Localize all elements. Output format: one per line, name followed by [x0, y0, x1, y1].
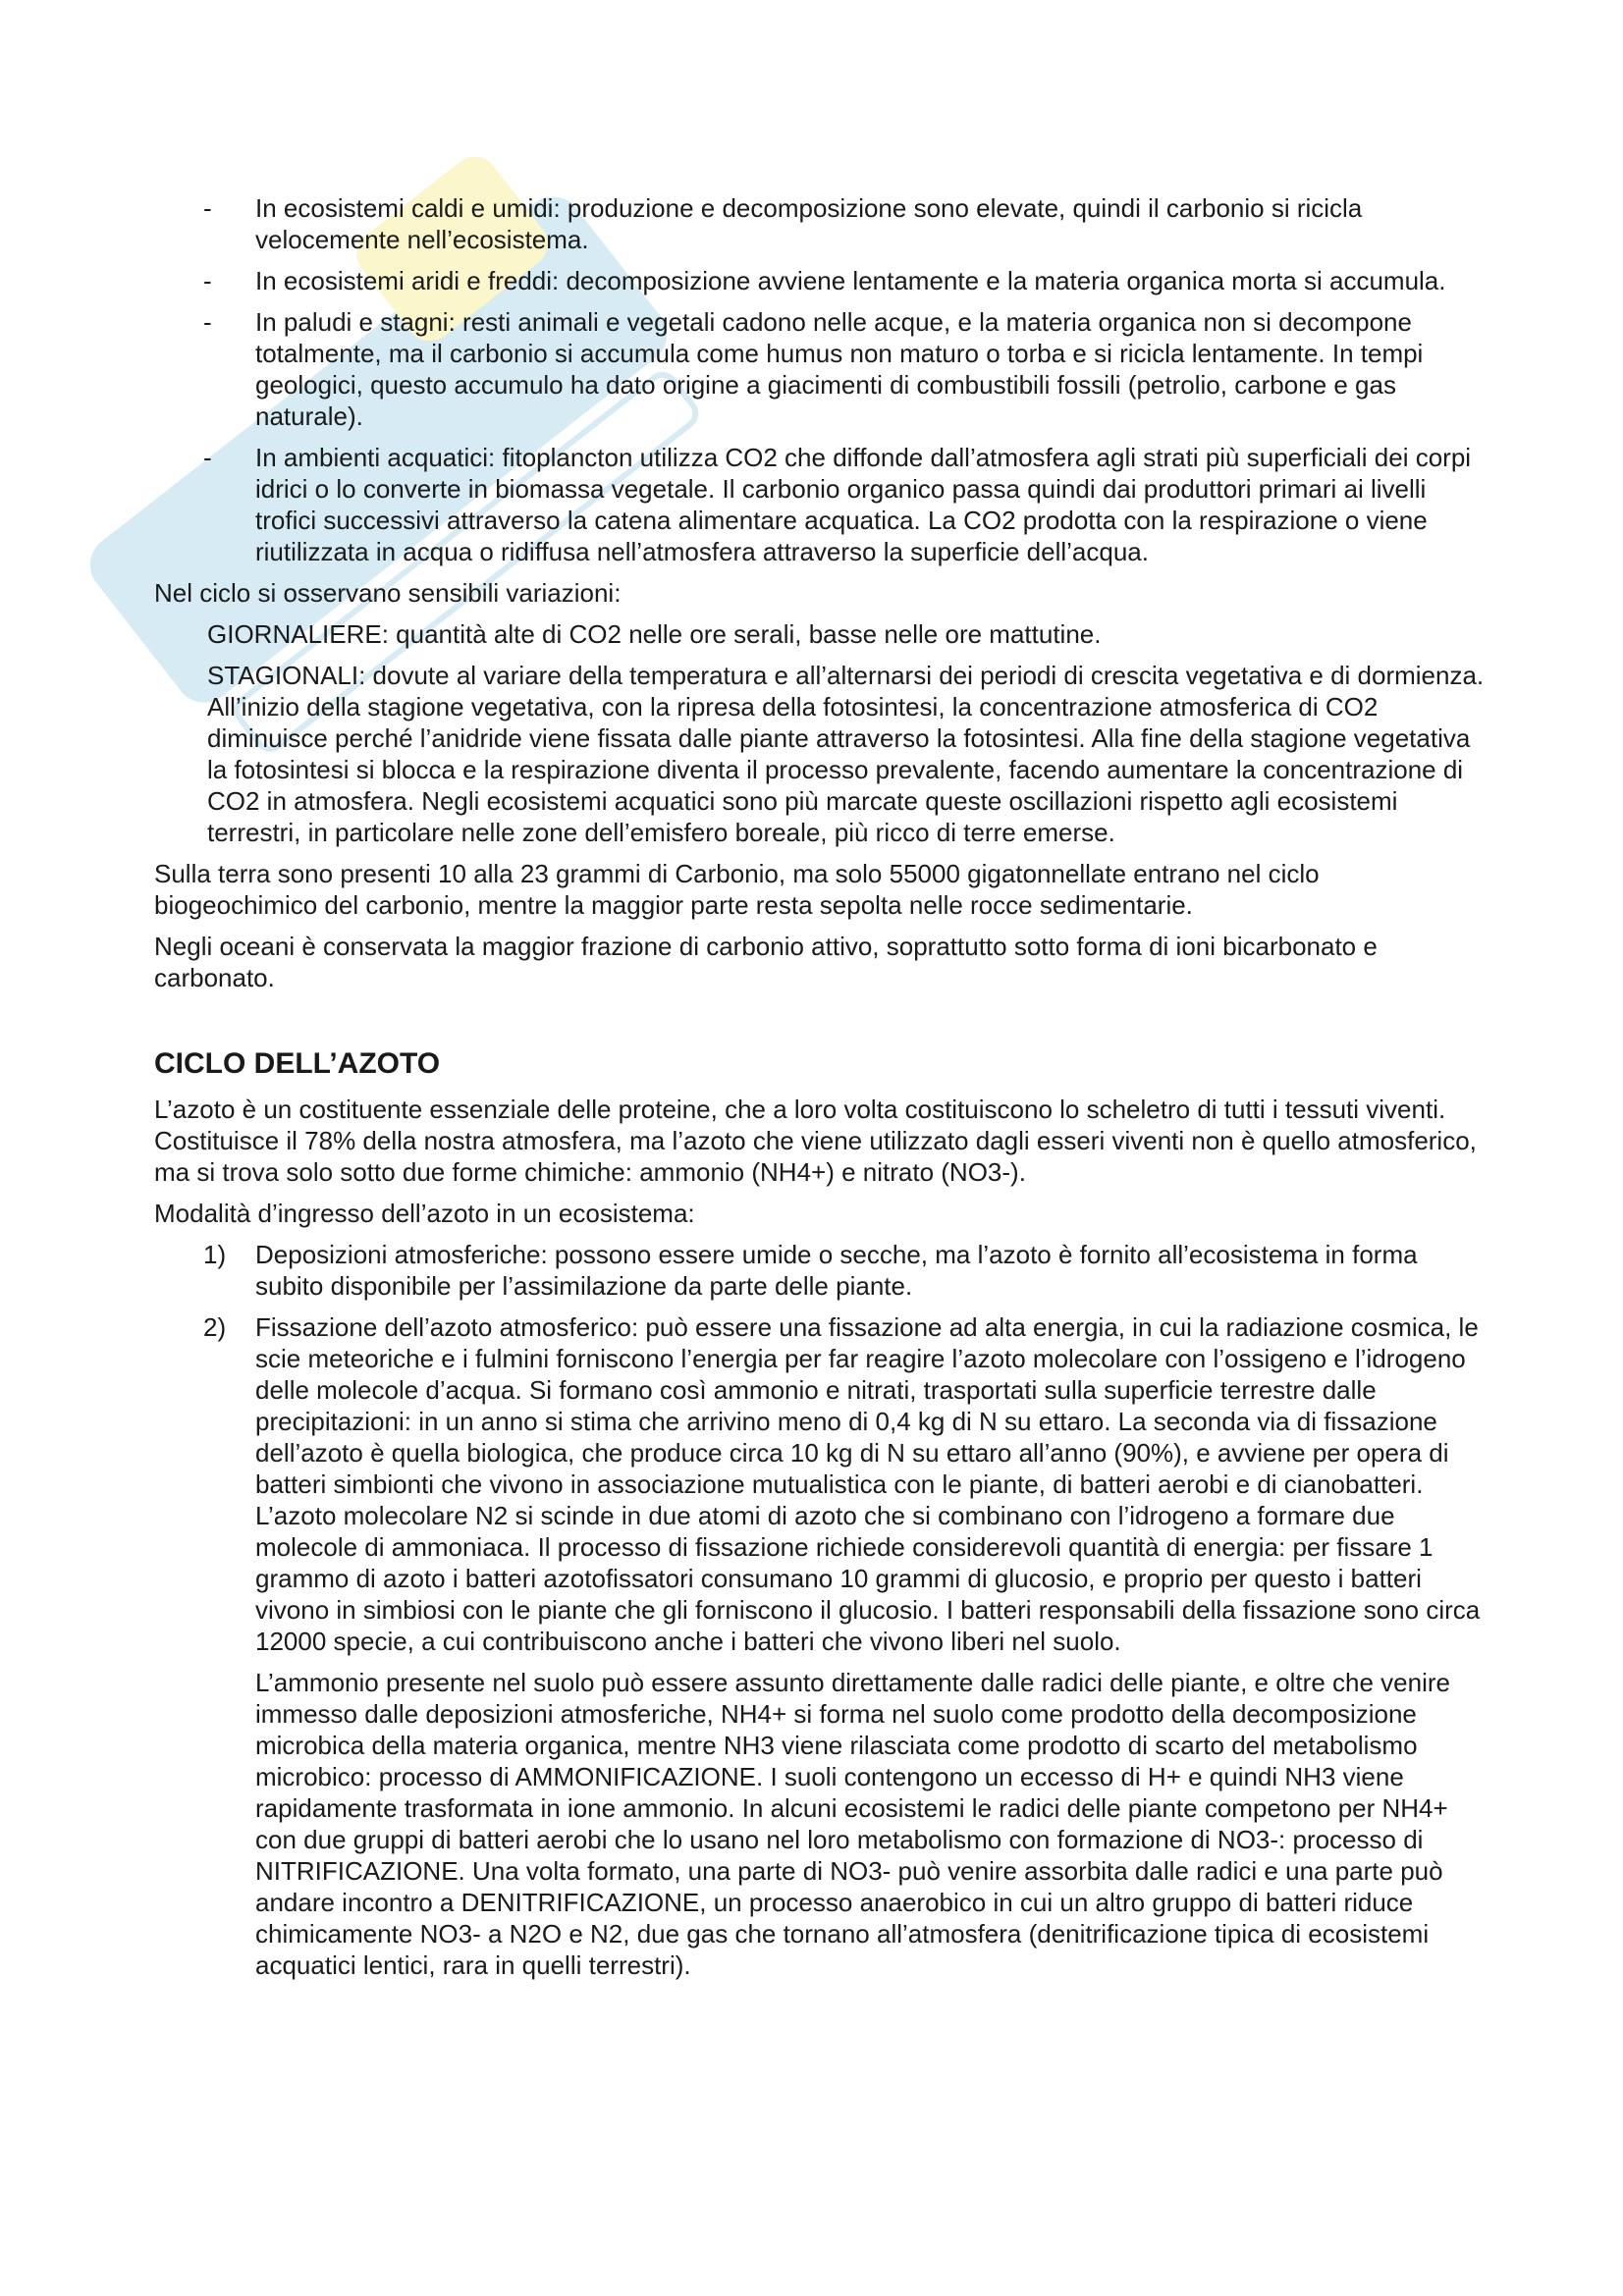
ammonium-paragraph: L’ammonio presente nel suolo può essere assunto direttamente dalle radici delle piante, e oltre che venire immesso dalle deposizioni atmosferiche, NH4+ si forma nel suolo come prodotto della decomposizione microbica della materia organica, mentre NH3 viene rilasciata come prodotto di scarto del metabolismo microbico: processo di AMMONIFICAZIONE. I suoli contengono un eccesso di H+ e quindi NH3 viene rapidamente trasformata in ione ammonio. In alcuni ecosistemi le radici delle piante competono per NH4+ con due gruppi di batteri aerobi che lo usano nel loro metabolismo con formazione di NO3-: processo di NITRIFICAZIONE. Una volta formato, una parte di NO3- può venire assorbita dalle radici e una parte può andare incontro a DENITRIFICAZIONE, un processo anaerobico in cui un altro gruppo di batteri riduce chimicamente NO3- a N2O e N2, due gas che tornano all’atmosfera (denitrificazione tipica di ecosistemi acquatici lentici, rara in quelli terrestri). [255, 1668, 1450, 1980]
nitrogen-intro-paragraph: L’azoto è un costituente essenziale delle proteine, che a loro volta costituiscono lo scheletro di tutti i tessuti viventi. Costituisce il 78% della nostra atmosfera, ma l’azoto che viene utilizzato dagli esseri viventi non è quello atmosferico, ma si trova solo sotto due forme chimiche: ammonio (NH4+) e nitrato (NO3-). [154, 1095, 1477, 1187]
nitrogen-cycle-heading: CICLO DELL’AZOTO [154, 1047, 441, 1080]
list-item: 2) Fissazione dell’azoto atmosferico: può essere una fissazione ad alta energia, in cui la radiazione cosmica, le scie meteoriche e i fulmini forniscono l’energia per far reagire l’azoto molecolare con l’ossigeno e l’idrogeno delle molecole d’acqua. Si formano così ammonio e nitrati, trasportati sulla superficie terrestre dalle precipitazioni: in un anno si stima che arrivino meno di 0,4 kg di N su ettaro. La seconda via di fissazione dell’azoto è quella biologica, che produce circa 10 kg di N su ettaro all’anno (90%), e avviene per opera di batteri simbionti che vivono in associazione mutualistica con le piante, di batteri aerobi e di cianobatteri. L’azoto molecolare N2 si scinde in due atomi di azoto che si combinano con l’idrogeno a formare due molecole di ammoniaca. Il processo di fissazione richiede considerevoli quantità di energia: per fissare 1 grammo di azoto i batteri azotofissatori consumano 10 grammi di glucosio, e proprio per questo i batteri vivono in simbiosi con le piante che gli forniscono il glucosio. I batteri responsabili della fissazione sono circa 12000 specie, a cui contribuiscono anche i batteri che vivono liberi nel suolo. [203, 1312, 1481, 1656]
list-item: - In paludi e stagni: resti animali e vegetali cadono nelle acque, e la materia organica non si decompone totalmente, ma il carbonio si accumula come humus non maturo o torba e si ricicla lentamente. In tempi geologici, questo accumulo ha dato origine a giacimenti di combustibili fossili (petrolio, carbone e gas naturale). [203, 307, 1424, 431]
bullet-marker: - [203, 266, 212, 295]
variation-daily: GIORNALIERE: quantità alte di CO2 nelle ore serali, basse nelle ore mattutine. [207, 619, 1102, 649]
item-number: 1) [203, 1240, 227, 1269]
list-item: - In ecosistemi aridi e freddi: decomposizione avviene lentamente e la materia organica morta si accumula. [203, 266, 1446, 295]
carbon-ecosystem-list [154, 192, 1485, 567]
list-item: - In ecosistemi caldi e umidi: produzione e decomposizione sono elevate, quindi il carbonio si ricicla velocemente nell’ecosistema. [203, 193, 1363, 254]
bullet-marker: - [203, 307, 212, 337]
item-number: 2) [203, 1312, 227, 1342]
bullet-marker: - [203, 193, 212, 223]
entry-intro: Modalità d’ingresso dell’azoto in un ecosistema: [154, 1199, 695, 1228]
document-page [154, 192, 1485, 1991]
earth-carbon-paragraph: Sulla terra sono presenti 10 alla 23 grammi di Carbonio, ma solo 55000 gigatonnellate entrano nel ciclo biogeochimico del carbonio, mentre la maggior parte resta sepolta nelle rocce sedimentarie. [154, 859, 1320, 920]
bullet-marker: - [203, 443, 212, 472]
variation-seasonal: STAGIONALI: dovute al variare della temperatura e all’alternarsi dei periodi di crescita vegetativa e di dormienza. All’inizio della stagione vegetativa, con la ripresa della fotosintesi, la concentrazione atmosferica di CO2 diminuisce perché l’anidride viene fissata dalle piante attraverso la fotosintesi. Alla fine della stagione vegetativa la fotosintesi si blocca e la respirazione diventa il processo prevalente, facendo aumentare la concentrazione di CO2 in atmosfera. Negli ecosistemi acquatici sono più marcate queste oscillazioni rispetto agli ecosistemi terrestri, in particolare nelle zone dell’emisfero boreale, più ricco di terre emerse. [207, 661, 1485, 847]
nitrogen-entry-list [154, 1239, 1485, 1657]
variations-intro: Nel ciclo si osservano sensibili variazioni: [154, 578, 622, 608]
list-item: 1) Deposizioni atmosferiche: possono essere umide o secche, ma l’azoto è fornito all’ecosistema in forma subito disponibile per l’assimilazione da parte delle piante. [203, 1240, 1418, 1301]
list-item: - In ambienti acquatici: fitoplancton utilizza CO2 che diffonde dall’atmosfera agli strati più superficiali dei corpi idrici o lo converte in biomassa vegetale. Il carbonio organico passa quindi dai produttori primari ai livelli trofici successivi attraverso la catena alimentare acquatica. La CO2 prodotta con la respirazione o viene riutilizzata in acqua o ridiffusa nell’atmosfera attraverso la superficie dell’acqua. [203, 443, 1472, 566]
oceans-carbon-paragraph: Negli oceani è conservata la maggior frazione di carbonio attivo, soprattutto sotto forma di ioni bicarbonato e carbonato. [154, 932, 1378, 992]
